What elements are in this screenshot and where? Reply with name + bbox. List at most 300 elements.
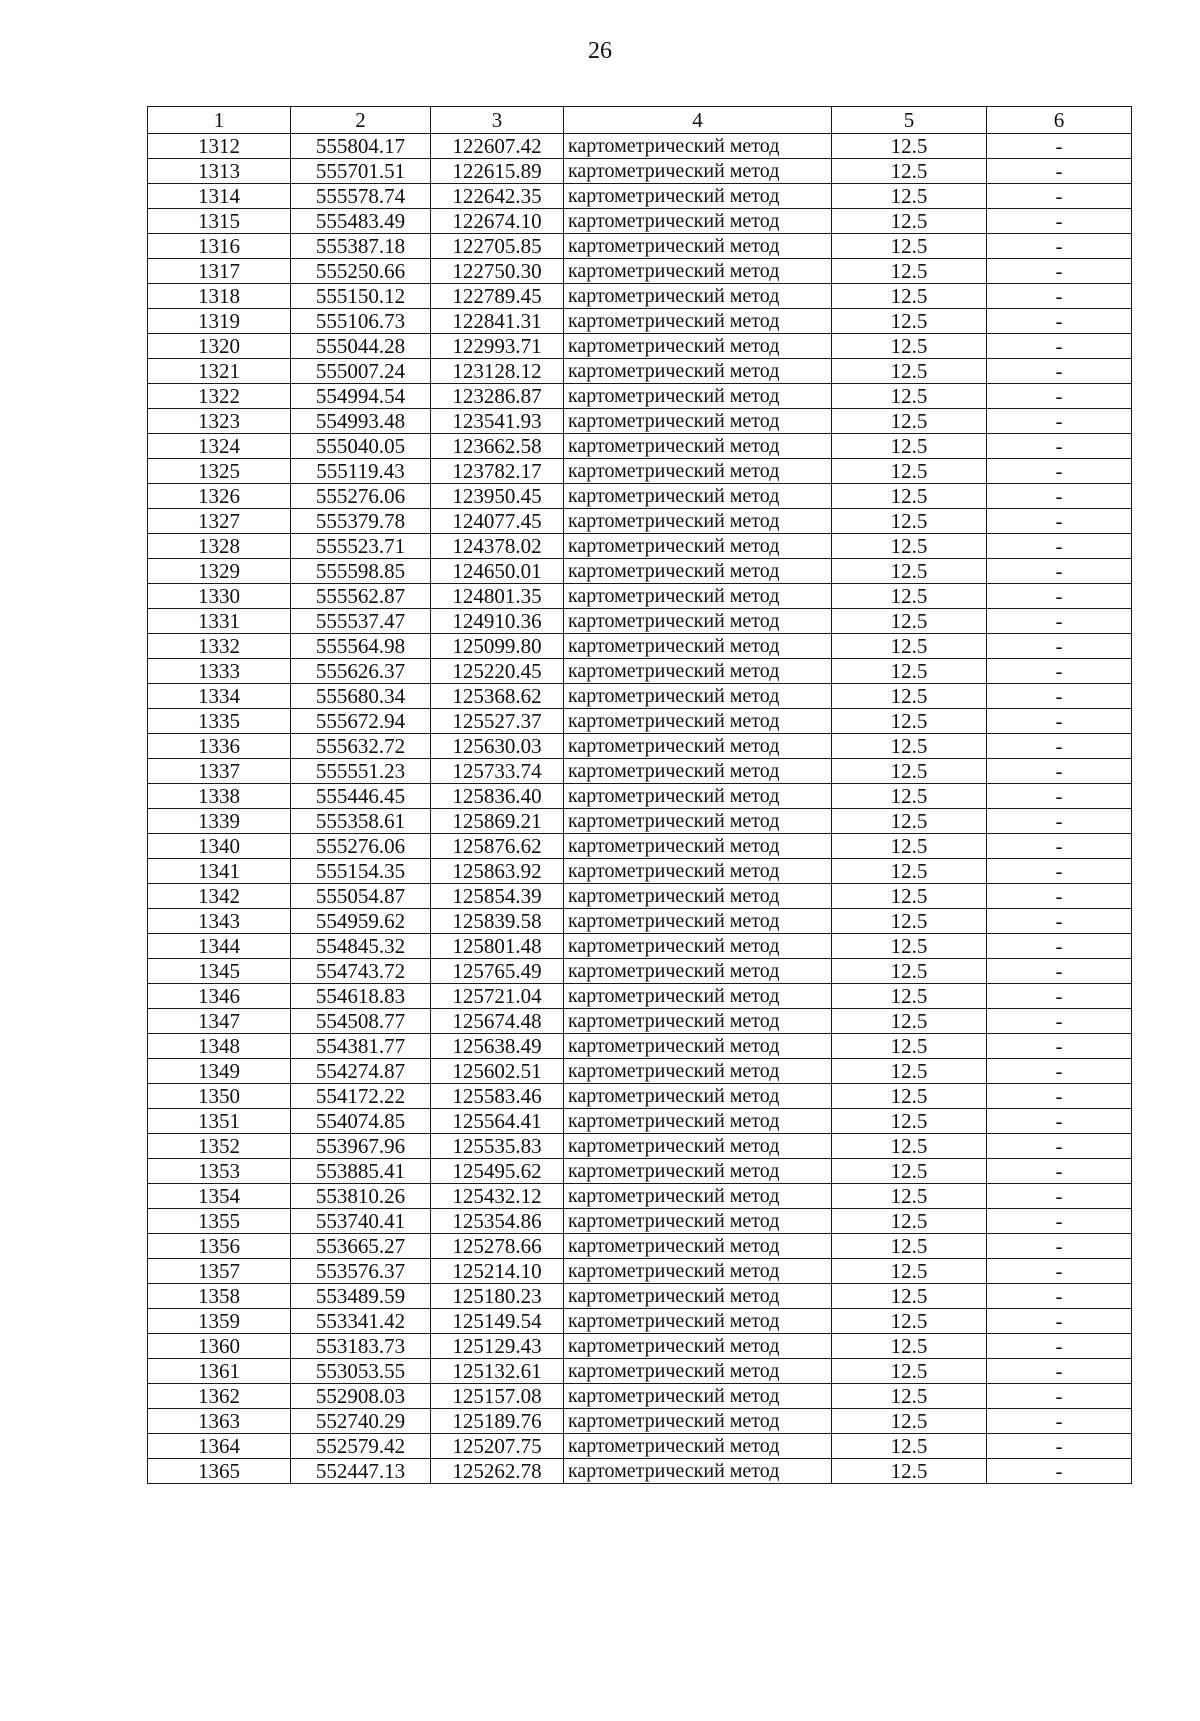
method-cell: картометрический метод xyxy=(564,684,832,709)
coordinate-y-cell: 123950.45 xyxy=(431,484,564,509)
accuracy-cell: 12.5 xyxy=(832,859,987,884)
point-number-cell: 1335 xyxy=(148,709,291,734)
coordinate-y-cell: 125099.80 xyxy=(431,634,564,659)
point-number-cell: 1312 xyxy=(148,134,291,159)
coordinate-x-cell: 555119.43 xyxy=(291,459,431,484)
method-cell: картометрический метод xyxy=(564,1284,832,1309)
table-row xyxy=(148,1059,1132,1084)
note-cell: - xyxy=(987,309,1132,334)
coordinate-y-cell: 124650.01 xyxy=(431,559,564,584)
point-number-cell: 1321 xyxy=(148,359,291,384)
coordinate-x-cell: 555564.98 xyxy=(291,634,431,659)
note-cell: - xyxy=(987,809,1132,834)
coordinate-y-cell: 123128.12 xyxy=(431,359,564,384)
table-row xyxy=(148,1459,1132,1484)
point-number-cell: 1359 xyxy=(148,1309,291,1334)
method-cell: картометрический метод xyxy=(564,259,832,284)
coordinate-x-cell: 554074.85 xyxy=(291,1109,431,1134)
note-cell: - xyxy=(987,1409,1132,1434)
note-cell: - xyxy=(987,1034,1132,1059)
table-row xyxy=(148,1234,1132,1259)
header-row xyxy=(148,107,1132,134)
coordinate-y-cell: 125129.43 xyxy=(431,1334,564,1359)
accuracy-cell: 12.5 xyxy=(832,959,987,984)
coordinate-y-cell: 122705.85 xyxy=(431,234,564,259)
coordinate-y-cell: 124378.02 xyxy=(431,534,564,559)
accuracy-cell: 12.5 xyxy=(832,934,987,959)
note-cell: - xyxy=(987,434,1132,459)
coordinate-y-cell: 125207.75 xyxy=(431,1434,564,1459)
accuracy-cell: 12.5 xyxy=(832,709,987,734)
coordinate-x-cell: 555106.73 xyxy=(291,309,431,334)
coordinate-x-cell: 553489.59 xyxy=(291,1284,431,1309)
coordinate-x-cell: 553053.55 xyxy=(291,1359,431,1384)
accuracy-cell: 12.5 xyxy=(832,884,987,909)
accuracy-cell: 12.5 xyxy=(832,1209,987,1234)
table-row xyxy=(148,309,1132,334)
accuracy-cell: 12.5 xyxy=(832,1159,987,1184)
method-cell: картометрический метод xyxy=(564,884,832,909)
method-cell: картометрический метод xyxy=(564,284,832,309)
coordinate-y-cell: 122789.45 xyxy=(431,284,564,309)
table-row xyxy=(148,434,1132,459)
coordinate-x-cell: 555701.51 xyxy=(291,159,431,184)
note-cell: - xyxy=(987,1309,1132,1334)
point-number-cell: 1314 xyxy=(148,184,291,209)
note-cell: - xyxy=(987,984,1132,1009)
table-row xyxy=(148,909,1132,934)
page-number: 26 xyxy=(588,38,612,64)
point-number-cell: 1324 xyxy=(148,434,291,459)
coordinate-x-cell: 554743.72 xyxy=(291,959,431,984)
coordinate-y-cell: 123662.58 xyxy=(431,434,564,459)
accuracy-cell: 12.5 xyxy=(832,634,987,659)
coordinate-y-cell: 124801.35 xyxy=(431,584,564,609)
method-cell: картометрический метод xyxy=(564,909,832,934)
point-number-cell: 1327 xyxy=(148,509,291,534)
point-number-cell: 1358 xyxy=(148,1284,291,1309)
coordinate-x-cell: 553810.26 xyxy=(291,1184,431,1209)
note-cell: - xyxy=(987,834,1132,859)
point-number-cell: 1352 xyxy=(148,1134,291,1159)
method-cell: картометрический метод xyxy=(564,184,832,209)
note-cell: - xyxy=(987,584,1132,609)
coordinate-x-cell: 553665.27 xyxy=(291,1234,431,1259)
table-row xyxy=(148,834,1132,859)
accuracy-cell: 12.5 xyxy=(832,659,987,684)
column-header-6: 6 xyxy=(987,107,1132,134)
accuracy-cell: 12.5 xyxy=(832,1034,987,1059)
point-number-cell: 1320 xyxy=(148,334,291,359)
coordinate-y-cell: 125149.54 xyxy=(431,1309,564,1334)
accuracy-cell: 12.5 xyxy=(832,259,987,284)
table-row xyxy=(148,1359,1132,1384)
point-number-cell: 1363 xyxy=(148,1409,291,1434)
note-cell: - xyxy=(987,859,1132,884)
accuracy-cell: 12.5 xyxy=(832,1234,987,1259)
note-cell: - xyxy=(987,1009,1132,1034)
coordinate-y-cell: 122607.42 xyxy=(431,134,564,159)
coordinate-x-cell: 555379.78 xyxy=(291,509,431,534)
coordinate-x-cell: 554994.54 xyxy=(291,384,431,409)
note-cell: - xyxy=(987,384,1132,409)
coordinate-x-cell: 552740.29 xyxy=(291,1409,431,1434)
table-row xyxy=(148,1034,1132,1059)
point-number-cell: 1362 xyxy=(148,1384,291,1409)
coordinate-x-cell: 553576.37 xyxy=(291,1259,431,1284)
note-cell: - xyxy=(987,1284,1132,1309)
coordinate-x-cell: 555358.61 xyxy=(291,809,431,834)
accuracy-cell: 12.5 xyxy=(832,234,987,259)
coordinate-x-cell: 555007.24 xyxy=(291,359,431,384)
coordinate-y-cell: 125220.45 xyxy=(431,659,564,684)
table-row xyxy=(148,1409,1132,1434)
method-cell: картометрический метод xyxy=(564,1184,832,1209)
accuracy-cell: 12.5 xyxy=(832,759,987,784)
point-number-cell: 1333 xyxy=(148,659,291,684)
point-number-cell: 1347 xyxy=(148,1009,291,1034)
table-row xyxy=(148,1159,1132,1184)
coordinates-table xyxy=(147,106,1132,1484)
accuracy-cell: 12.5 xyxy=(832,1309,987,1334)
coordinate-y-cell: 125630.03 xyxy=(431,734,564,759)
accuracy-cell: 12.5 xyxy=(832,509,987,534)
coordinate-x-cell: 552447.13 xyxy=(291,1459,431,1484)
accuracy-cell: 12.5 xyxy=(832,559,987,584)
coordinate-x-cell: 554993.48 xyxy=(291,409,431,434)
accuracy-cell: 12.5 xyxy=(832,1409,987,1434)
method-cell: картометрический метод xyxy=(564,559,832,584)
coordinate-y-cell: 125432.12 xyxy=(431,1184,564,1209)
method-cell: картометрический метод xyxy=(564,709,832,734)
coordinate-y-cell: 125869.21 xyxy=(431,809,564,834)
point-number-cell: 1315 xyxy=(148,209,291,234)
accuracy-cell: 12.5 xyxy=(832,1009,987,1034)
note-cell: - xyxy=(987,634,1132,659)
point-number-cell: 1360 xyxy=(148,1334,291,1359)
note-cell: - xyxy=(987,259,1132,284)
coordinate-x-cell: 555250.66 xyxy=(291,259,431,284)
table-row xyxy=(148,1309,1132,1334)
method-cell: картометрический метод xyxy=(564,134,832,159)
method-cell: картометрический метод xyxy=(564,459,832,484)
point-number-cell: 1345 xyxy=(148,959,291,984)
note-cell: - xyxy=(987,559,1132,584)
point-number-cell: 1341 xyxy=(148,859,291,884)
coordinate-y-cell: 125189.76 xyxy=(431,1409,564,1434)
accuracy-cell: 12.5 xyxy=(832,784,987,809)
point-number-cell: 1332 xyxy=(148,634,291,659)
coordinate-y-cell: 123782.17 xyxy=(431,459,564,484)
point-number-cell: 1349 xyxy=(148,1059,291,1084)
coordinate-y-cell: 125535.83 xyxy=(431,1134,564,1159)
accuracy-cell: 12.5 xyxy=(832,184,987,209)
point-number-cell: 1361 xyxy=(148,1359,291,1384)
note-cell: - xyxy=(987,659,1132,684)
point-number-cell: 1336 xyxy=(148,734,291,759)
note-cell: - xyxy=(987,784,1132,809)
coordinate-y-cell: 123541.93 xyxy=(431,409,564,434)
coordinate-x-cell: 553341.42 xyxy=(291,1309,431,1334)
point-number-cell: 1344 xyxy=(148,934,291,959)
method-cell: картометрический метод xyxy=(564,634,832,659)
coordinate-x-cell: 555672.94 xyxy=(291,709,431,734)
note-cell: - xyxy=(987,909,1132,934)
coordinate-y-cell: 123286.87 xyxy=(431,384,564,409)
method-cell: картометрический метод xyxy=(564,609,832,634)
coordinate-y-cell: 122750.30 xyxy=(431,259,564,284)
table-row xyxy=(148,609,1132,634)
point-number-cell: 1322 xyxy=(148,384,291,409)
point-number-cell: 1365 xyxy=(148,1459,291,1484)
coordinate-y-cell: 125495.62 xyxy=(431,1159,564,1184)
coordinate-y-cell: 125278.66 xyxy=(431,1234,564,1259)
point-number-cell: 1330 xyxy=(148,584,291,609)
point-number-cell: 1317 xyxy=(148,259,291,284)
table-row xyxy=(148,1259,1132,1284)
coordinate-y-cell: 122615.89 xyxy=(431,159,564,184)
point-number-cell: 1337 xyxy=(148,759,291,784)
coordinate-y-cell: 125721.04 xyxy=(431,984,564,1009)
point-number-cell: 1348 xyxy=(148,1034,291,1059)
table-row xyxy=(148,734,1132,759)
method-cell: картометрический метод xyxy=(564,1309,832,1334)
point-number-cell: 1325 xyxy=(148,459,291,484)
method-cell: картометрический метод xyxy=(564,659,832,684)
coordinate-x-cell: 554845.32 xyxy=(291,934,431,959)
table-row xyxy=(148,1434,1132,1459)
point-number-cell: 1354 xyxy=(148,1184,291,1209)
accuracy-cell: 12.5 xyxy=(832,1384,987,1409)
coordinate-y-cell: 125354.86 xyxy=(431,1209,564,1234)
coordinate-x-cell: 555276.06 xyxy=(291,484,431,509)
coordinate-x-cell: 555040.05 xyxy=(291,434,431,459)
note-cell: - xyxy=(987,209,1132,234)
note-cell: - xyxy=(987,734,1132,759)
accuracy-cell: 12.5 xyxy=(832,1434,987,1459)
coordinate-x-cell: 555276.06 xyxy=(291,834,431,859)
point-number-cell: 1356 xyxy=(148,1234,291,1259)
point-number-cell: 1329 xyxy=(148,559,291,584)
table-body xyxy=(148,134,1132,1484)
point-number-cell: 1364 xyxy=(148,1434,291,1459)
coordinate-y-cell: 125733.74 xyxy=(431,759,564,784)
note-cell: - xyxy=(987,1134,1132,1159)
accuracy-cell: 12.5 xyxy=(832,384,987,409)
table-row xyxy=(148,359,1132,384)
accuracy-cell: 12.5 xyxy=(832,809,987,834)
table-row xyxy=(148,1134,1132,1159)
note-cell: - xyxy=(987,884,1132,909)
coordinate-y-cell: 125854.39 xyxy=(431,884,564,909)
coordinate-x-cell: 554274.87 xyxy=(291,1059,431,1084)
method-cell: картометрический метод xyxy=(564,859,832,884)
coordinate-x-cell: 555054.87 xyxy=(291,884,431,909)
method-cell: картометрический метод xyxy=(564,384,832,409)
table-row xyxy=(148,1184,1132,1209)
coordinate-x-cell: 555446.45 xyxy=(291,784,431,809)
table-row xyxy=(148,584,1132,609)
note-cell: - xyxy=(987,509,1132,534)
table-header xyxy=(148,107,1132,134)
method-cell: картометрический метод xyxy=(564,1059,832,1084)
coordinate-x-cell: 554381.77 xyxy=(291,1034,431,1059)
coordinate-x-cell: 555804.17 xyxy=(291,134,431,159)
method-cell: картометрический метод xyxy=(564,1434,832,1459)
coordinate-x-cell: 555154.35 xyxy=(291,859,431,884)
point-number-cell: 1313 xyxy=(148,159,291,184)
table-row xyxy=(148,859,1132,884)
method-cell: картометрический метод xyxy=(564,1334,832,1359)
table-row xyxy=(148,259,1132,284)
note-cell: - xyxy=(987,1234,1132,1259)
coordinate-x-cell: 555387.18 xyxy=(291,234,431,259)
method-cell: картометрический метод xyxy=(564,409,832,434)
table-row xyxy=(148,634,1132,659)
note-cell: - xyxy=(987,134,1132,159)
coordinate-y-cell: 125863.92 xyxy=(431,859,564,884)
point-number-cell: 1350 xyxy=(148,1084,291,1109)
method-cell: картометрический метод xyxy=(564,984,832,1009)
table-row xyxy=(148,884,1132,909)
note-cell: - xyxy=(987,1434,1132,1459)
accuracy-cell: 12.5 xyxy=(832,734,987,759)
method-cell: картометрический метод xyxy=(564,1409,832,1434)
point-number-cell: 1318 xyxy=(148,284,291,309)
accuracy-cell: 12.5 xyxy=(832,1459,987,1484)
coordinate-y-cell: 124910.36 xyxy=(431,609,564,634)
accuracy-cell: 12.5 xyxy=(832,1059,987,1084)
accuracy-cell: 12.5 xyxy=(832,284,987,309)
method-cell: картометрический метод xyxy=(564,1459,832,1484)
accuracy-cell: 12.5 xyxy=(832,1259,987,1284)
method-cell: картометрический метод xyxy=(564,959,832,984)
table-row xyxy=(148,459,1132,484)
accuracy-cell: 12.5 xyxy=(832,1109,987,1134)
coordinate-y-cell: 125836.40 xyxy=(431,784,564,809)
table-row xyxy=(148,209,1132,234)
point-number-cell: 1342 xyxy=(148,884,291,909)
note-cell: - xyxy=(987,409,1132,434)
coordinate-x-cell: 554959.62 xyxy=(291,909,431,934)
note-cell: - xyxy=(987,1384,1132,1409)
note-cell: - xyxy=(987,359,1132,384)
note-cell: - xyxy=(987,459,1132,484)
coordinate-x-cell: 555044.28 xyxy=(291,334,431,359)
coordinate-y-cell: 125180.23 xyxy=(431,1284,564,1309)
accuracy-cell: 12.5 xyxy=(832,359,987,384)
column-header-5: 5 xyxy=(832,107,987,134)
note-cell: - xyxy=(987,1209,1132,1234)
table-row xyxy=(148,559,1132,584)
table-row xyxy=(148,184,1132,209)
note-cell: - xyxy=(987,1109,1132,1134)
accuracy-cell: 12.5 xyxy=(832,534,987,559)
coordinate-x-cell: 555598.85 xyxy=(291,559,431,584)
method-cell: картометрический метод xyxy=(564,309,832,334)
accuracy-cell: 12.5 xyxy=(832,834,987,859)
method-cell: картометрический метод xyxy=(564,1109,832,1134)
method-cell: картометрический метод xyxy=(564,734,832,759)
note-cell: - xyxy=(987,1259,1132,1284)
method-cell: картометрический метод xyxy=(564,1234,832,1259)
table-row xyxy=(148,784,1132,809)
point-number-cell: 1353 xyxy=(148,1159,291,1184)
method-cell: картометрический метод xyxy=(564,484,832,509)
column-header-4: 4 xyxy=(564,107,832,134)
note-cell: - xyxy=(987,534,1132,559)
table-row xyxy=(148,1084,1132,1109)
point-number-cell: 1357 xyxy=(148,1259,291,1284)
method-cell: картометрический метод xyxy=(564,1134,832,1159)
note-cell: - xyxy=(987,1159,1132,1184)
coordinate-y-cell: 122993.71 xyxy=(431,334,564,359)
table-row xyxy=(148,1334,1132,1359)
coordinate-x-cell: 554172.22 xyxy=(291,1084,431,1109)
coordinate-x-cell: 555632.72 xyxy=(291,734,431,759)
point-number-cell: 1334 xyxy=(148,684,291,709)
point-number-cell: 1326 xyxy=(148,484,291,509)
note-cell: - xyxy=(987,1334,1132,1359)
table-row xyxy=(148,134,1132,159)
coordinate-y-cell: 125583.46 xyxy=(431,1084,564,1109)
note-cell: - xyxy=(987,234,1132,259)
column-header-1: 1 xyxy=(148,107,291,134)
coordinate-x-cell: 555562.87 xyxy=(291,584,431,609)
accuracy-cell: 12.5 xyxy=(832,159,987,184)
method-cell: картометрический метод xyxy=(564,809,832,834)
method-cell: картометрический метод xyxy=(564,434,832,459)
coordinate-y-cell: 125839.58 xyxy=(431,909,564,934)
coordinate-x-cell: 555551.23 xyxy=(291,759,431,784)
accuracy-cell: 12.5 xyxy=(832,909,987,934)
table-row xyxy=(148,659,1132,684)
method-cell: картометрический метод xyxy=(564,1259,832,1284)
table-row xyxy=(148,809,1132,834)
table-row xyxy=(148,684,1132,709)
accuracy-cell: 12.5 xyxy=(832,1184,987,1209)
point-number-cell: 1343 xyxy=(148,909,291,934)
note-cell: - xyxy=(987,1459,1132,1484)
note-cell: - xyxy=(987,184,1132,209)
accuracy-cell: 12.5 xyxy=(832,1134,987,1159)
method-cell: картометрический метод xyxy=(564,1084,832,1109)
coordinate-x-cell: 552908.03 xyxy=(291,1384,431,1409)
method-cell: картометрический метод xyxy=(564,534,832,559)
note-cell: - xyxy=(987,959,1132,984)
method-cell: картометрический метод xyxy=(564,1009,832,1034)
accuracy-cell: 12.5 xyxy=(832,1359,987,1384)
table-row xyxy=(148,1009,1132,1034)
note-cell: - xyxy=(987,709,1132,734)
method-cell: картометрический метод xyxy=(564,784,832,809)
point-number-cell: 1351 xyxy=(148,1109,291,1134)
method-cell: картометрический метод xyxy=(564,1384,832,1409)
coordinate-y-cell: 125527.37 xyxy=(431,709,564,734)
point-number-cell: 1346 xyxy=(148,984,291,1009)
note-cell: - xyxy=(987,609,1132,634)
method-cell: картометрический метод xyxy=(564,509,832,534)
table-row xyxy=(148,409,1132,434)
coordinate-x-cell: 555578.74 xyxy=(291,184,431,209)
note-cell: - xyxy=(987,1059,1132,1084)
table-row xyxy=(148,984,1132,1009)
coordinate-y-cell: 122674.10 xyxy=(431,209,564,234)
table-row xyxy=(148,159,1132,184)
point-number-cell: 1355 xyxy=(148,1209,291,1234)
table-row xyxy=(148,534,1132,559)
note-cell: - xyxy=(987,1359,1132,1384)
